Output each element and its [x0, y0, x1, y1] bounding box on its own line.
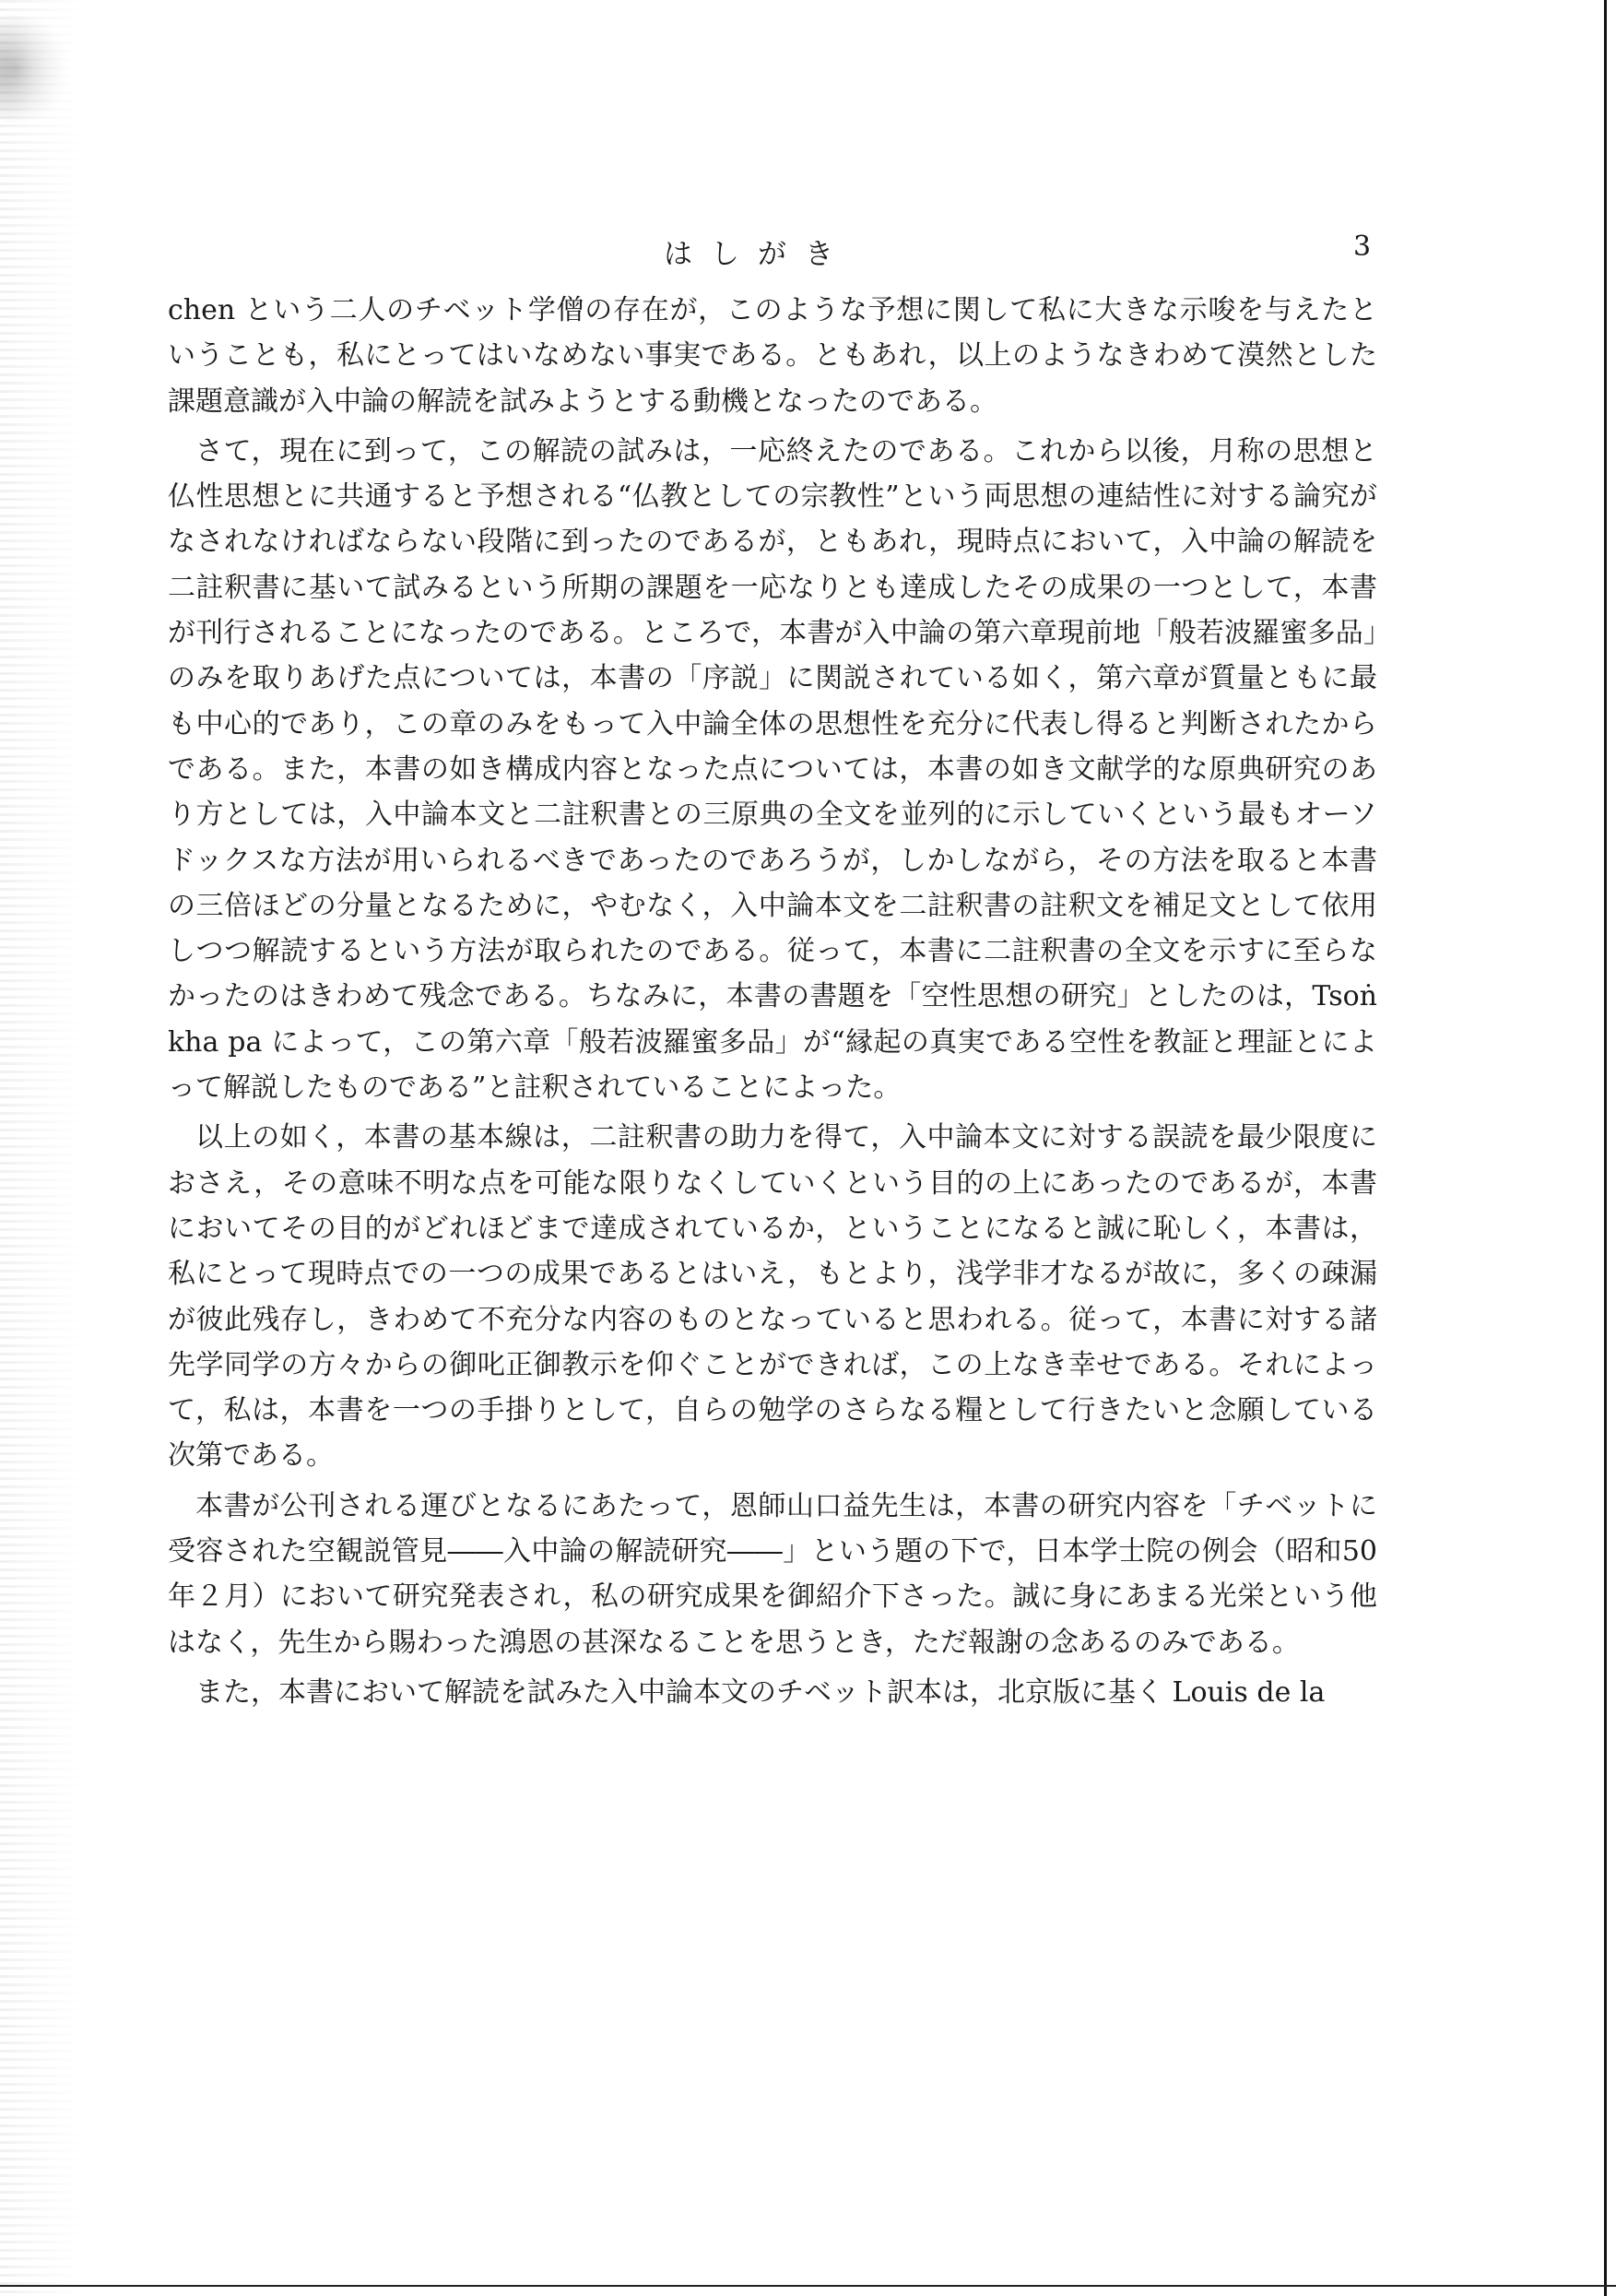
scan-edge-shadow — [0, 0, 83, 2296]
body-text — [168, 288, 1377, 1720]
page-number: 3 — [1353, 231, 1372, 263]
running-title: はしがき — [664, 238, 852, 271]
page-bottom-border — [0, 2285, 1616, 2287]
paragraph-3: 以上の如く，本書の基本線は，二註釈書の助力を得て，入中論本文に対する誤読を最少限度におさえ，その意味不明な点を可能な限りなくしていくという目的の上にあったのであるが，本書においてその目的がどれほどまで達成されているか，ということになると誠に恥しく，本書は，私にとって現時点での一つの成果であるとはいえ，もとより，浅学非才なるが故に，多くの疎漏が彼此残存し，きわめて不充分な内容のものとなっていると思われる。従って，本書に対する諸先学同学の方々からの御叱正御教示を仰ぐことができれば，この上なき幸せである。それによって，私は，本書を一つの手掛りとして，自らの勉学のさらなる糧として行きたいと念願している次第である。 — [168, 1121, 1377, 1473]
paragraph-5: また，本書において解読を試みた入中論本文のチベット訳本は，北京版に基く Louis de la — [195, 1675, 1326, 1709]
page-header — [0, 231, 1616, 271]
paragraph-2: さて，現在に到って，この解読の試みは，一応終えたのである。これから以後，月称の思想と仏性思想とに共通すると予想される“仏教としての宗教性”という両思想の連結性に対する論究がなされなければならない段階に到ったのであるが，ともあれ，現時点において，入中論の解読を二註釈書に基いて試みるという所期の課題を一応なりとも達成したその成果の一つとして，本書が刊行されることになったのである。ところで，本書が入中論の第六章現前地「般若波羅蜜多品」のみを取りあげた点については，本書の「序説」に関説されている如く，第六章が質量ともに最も中心的であり，この章のみをもって入中論全体の思想性を充分に代表し得ると判断されたからである。また，本書の如き構成内容となった点については，本書の如き文献学的な原典研究のあり方としては，入中論本文と二註釈書との三原典の全文を並列的に示していくという最もオーソドックスな方法が用いられるべきであったのであろうが，しかしながら，その方法を取ると本書の三倍ほどの分量となるために，やむなく，入中論本文を二註釈書の註釈文を補足文として依用しつつ解読するという方法が取られたのである。従って，本書に二註釈書の全文を示すに至らなかったのはきわめて残念である。ちなみに，本書の書題を「空性思想の研究」としたのは，Tsoṅ kha pa によって，この第六章「般若波羅蜜多品」が“縁起の真実である空性を教証と理証とによって解説したものである”と註釈されていることによった。 — [168, 434, 1377, 1105]
page-right-border — [1604, 0, 1607, 2296]
paragraph-4: 本書が公刊される運びとなるにあたって，恩師山口益先生は，本書の研究内容を「チベットに受容された空観説管見――入中論の解読研究――」という題の下で，日本学士院の例会（昭和50年２月）において研究発表され，私の研究成果を御紹介下さった。誠に身にあまる光栄という他はなく，先生から賜わった鴻恩の甚深なることを思うとき，ただ報謝の念あるのみである。 — [168, 1489, 1377, 1659]
paragraph-1: chen という二人のチベット学僧の存在が，このような予想に関して私に大きな示唆を与えたということも，私にとってはいなめない事実である。ともあれ，以上のようなきわめて漠然とした課題意識が入中論の解読を試みようとする動機となったのである。 — [168, 294, 1377, 418]
